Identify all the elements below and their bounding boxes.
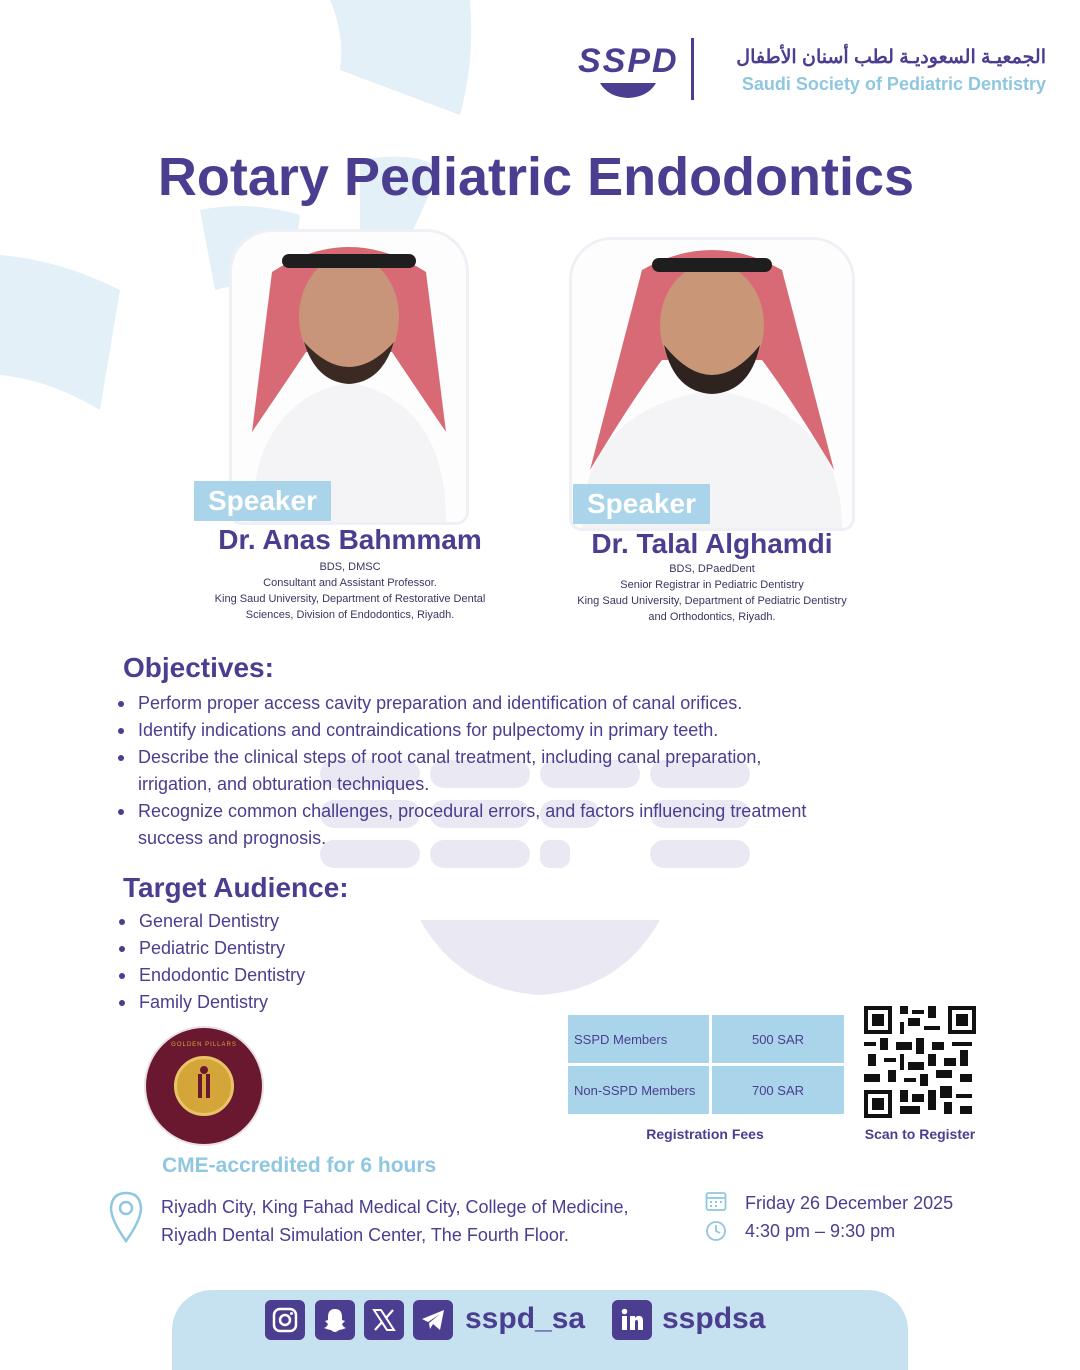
sponsor-logo: GOLDEN PILLARS (146, 1028, 262, 1144)
clock-icon (705, 1220, 727, 1242)
logo-mark-icon (598, 81, 658, 99)
fee-label: Non-SSPD Members (568, 1066, 709, 1114)
header (578, 38, 1048, 104)
speaker-2-credentials: BDS, DPaedDent Senior Registrar in Pediatric Dentistry King Saud University, Department of Pediatric Dentistry and Orthodontics, Riyadh. (577, 563, 847, 623)
calendar-icon (705, 1190, 727, 1212)
speaker-1-credentials: BDS, DMSC Consultant and Assistant Professor. King Saud University, Department of Restorative Dental Sciences, Division of Endodontics, Riyadh. (214, 561, 486, 621)
speaker-2-name: Dr. Talal Alghamdi (591, 528, 833, 559)
audience-heading: Target Audience: (123, 872, 349, 903)
page-title: Rotary Pediatric Endodontics (157, 147, 915, 207)
list-item: Pediatric Dentistry (117, 935, 517, 962)
sspd-logo: SSPD (578, 42, 673, 104)
qr-caption: Scan to Register (864, 1126, 976, 1142)
instagram-icon[interactable] (265, 1300, 305, 1340)
event-date: Friday 26 December 2025 (745, 1193, 954, 1213)
speaker-1-name: Dr. Anas Bahmmam (218, 524, 482, 555)
social-handle-1[interactable]: sspd_sa (465, 1302, 586, 1335)
list-item: Perform proper access cavity preparation and identification of canal orifices. (116, 690, 876, 717)
audience-list (117, 908, 517, 1016)
objectives-list (116, 690, 876, 852)
telegram-icon[interactable] (413, 1300, 453, 1340)
org-name-en: Saudi Society of Pediatric Dentistry (741, 74, 1046, 94)
linkedin-icon[interactable] (612, 1300, 652, 1340)
x-twitter-icon[interactable] (364, 1300, 404, 1340)
fee-price: 700 SAR (712, 1066, 844, 1114)
snapchat-icon[interactable] (315, 1300, 355, 1340)
speaker-1-photo (232, 232, 466, 522)
objectives-heading: Objectives: (123, 652, 274, 683)
header-divider (691, 38, 694, 100)
fees-caption: Registration Fees (646, 1126, 764, 1142)
fees-table (565, 1012, 847, 1117)
list-item: General Dentistry (117, 908, 517, 935)
fee-price: 500 SAR (712, 1015, 844, 1063)
list-item: Describe the clinical steps of root canal treatment, including canal preparation, irrigation, and obturation techniques. (116, 744, 876, 798)
list-item: Identify indications and contraindications for pulpectomy in primary teeth. (116, 717, 876, 744)
location-pin-icon (108, 1190, 144, 1244)
org-name-ar: الجمعيـة السعوديـة لطب أسنان الأطفال (736, 47, 1046, 68)
table-row (568, 1066, 844, 1114)
table-row (568, 1015, 844, 1063)
list-item: Recognize common challenges, procedural errors, and factors influencing treatment success and prognosis. (116, 798, 876, 852)
qr-code[interactable] (864, 1006, 976, 1118)
person-portrait-icon (232, 232, 466, 522)
speaker-1-tag: Speaker (194, 481, 331, 521)
location: Riyadh City, King Fahad Medical City, College of Medicine, Riyadh Dental Simulation Center, The Fourth Floor. (161, 1197, 629, 1245)
social-handle-2[interactable]: sspdsa (662, 1302, 766, 1335)
speaker-2-tag: Speaker (573, 484, 710, 524)
fee-label: SSPD Members (568, 1015, 709, 1063)
list-item: Family Dentistry (117, 989, 517, 1016)
event-time: 4:30 pm – 9:30 pm (745, 1221, 896, 1241)
cme-text: CME-accredited for 6 hours (162, 1154, 437, 1177)
list-item: Endodontic Dentistry (117, 962, 517, 989)
